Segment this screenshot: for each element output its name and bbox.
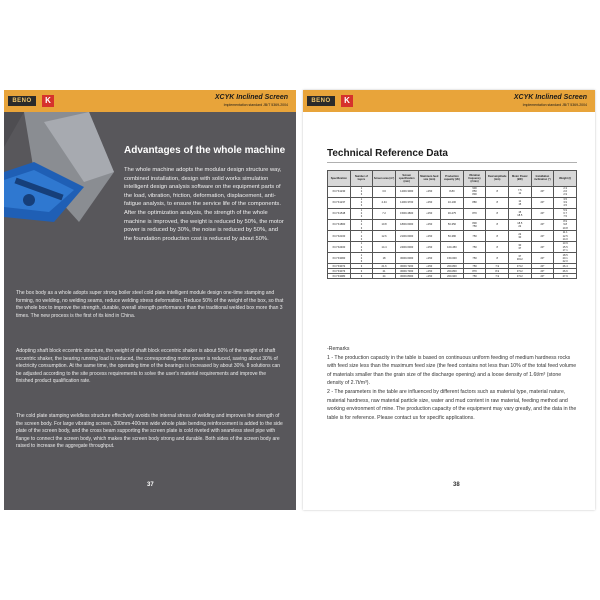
shaft-block-paragraph: Adopting shaft block eccentric structure, the weight of shaft block eccentric shaker is about 50% of the weight of shaft eccentric shaker, the bearing running load is reduced, the corresponding motor power is reduced, saving about 30% of electricity consumption. At the same time, the operating time of the bearings is increased by about 30%. 8 solutions can be adjusted according to the site process requirements to solve the user's material requirements and improve the finished product qualification rate. — [16, 348, 281, 385]
table-cell: XCYK2460 — [328, 242, 351, 253]
table-cell: XCYK2160 — [328, 231, 351, 242]
left-header — [4, 90, 296, 112]
table-header-cell: Installation inclination (°) — [531, 171, 554, 187]
table-cell: 8 — [486, 197, 509, 208]
table-cell: 200-900 — [441, 274, 464, 279]
right-heading: Technical Reference Data — [327, 148, 448, 159]
table-cell: XCYK3080 — [328, 274, 351, 279]
table-cell: 900 850 800 — [463, 186, 486, 197]
left-page — [4, 90, 296, 510]
table-header-cell: Specification — [328, 171, 351, 187]
intro-paragraph: The whole machine adopts the modular design structure way, combined installation, design with solid works simulation intelligent design analysis software on the equipment parts of the load, vibration, friction, deformation, displacement, anti-fatigue analysis, to ensure the service life of the components. After the optimization analysis, the strength of the whole machine is improved, the weight is reduced by 50%, the motor power is reduced by 30%, the noise is reduced by 50%, and the foundation production cost is reduced by about 50%. — [124, 167, 284, 242]
table-cell: 1 2 3 — [350, 186, 373, 197]
table-header-cell: Screen specification (mm) — [395, 171, 418, 187]
table-header-cell: Dual amplitude (mm) — [486, 171, 509, 187]
table-cell: XCYK3060 — [328, 253, 351, 264]
inclined-screen-machine-image — [4, 112, 124, 232]
table-row — [328, 197, 577, 208]
table-cell: 7.5 11 — [509, 186, 532, 197]
table-cell: 1200×3700 — [395, 197, 418, 208]
right-page — [303, 90, 595, 510]
table-header-cell: Motor Power (kW) — [509, 171, 532, 187]
k-logo-icon: K — [341, 95, 353, 107]
table-cell: 3000×6000 — [395, 253, 418, 264]
page-number-right: 38 — [453, 482, 460, 488]
table-cell: 3 — [350, 269, 373, 274]
brochure-spread — [0, 90, 600, 510]
table-cell: 15 18.5 — [509, 208, 532, 219]
table-cell: 8-80 — [441, 186, 464, 197]
table-cell: ≤150 — [418, 197, 441, 208]
table-cell: 37 30×2 — [509, 253, 532, 264]
table-cell: 7-9 — [486, 274, 509, 279]
header-subtitle: Implementation standard JB/T 5369-2004 — [223, 103, 288, 107]
table-cell: 21 — [373, 269, 396, 274]
table-cell: 1 2 3 — [350, 231, 373, 242]
table-cell: 750 — [463, 274, 486, 279]
header-title: XCYK Inclined Screen — [214, 94, 288, 101]
table-cell: 5.9 6.7 7.5 — [554, 208, 577, 219]
table-cell: 13.9 15.5 17.1 — [554, 242, 577, 253]
table-cell: 27.9 — [554, 274, 577, 279]
table-cell: 3 — [350, 274, 373, 279]
table-cell: 10-100 — [441, 197, 464, 208]
table-cell: ≤150 — [418, 253, 441, 264]
table-cell: 22 30 — [509, 231, 532, 242]
table-cell: ≤150 — [418, 219, 441, 230]
table-row — [328, 231, 577, 242]
table-cell: 750 — [463, 231, 486, 242]
header-subtitle: Implementation standard JB/T 5369-2004 — [522, 103, 587, 107]
table-cell: 8 — [486, 231, 509, 242]
table-cell: 4.44 — [373, 197, 396, 208]
table-cell: 7.2 — [373, 208, 396, 219]
table-cell: 11.1 12.5 14.0 — [554, 231, 577, 242]
table-cell: 37×2 — [509, 269, 532, 274]
table-cell: 3000×7200 — [395, 264, 418, 269]
table-cell: 2.3 2.6 2.9 — [554, 186, 577, 197]
table-cell: ≤150 — [418, 242, 441, 253]
remark-1: 1 - The production capacity in the table is based on continuous uniform feeding of medium hardness rocks with feed size less than the maximum feed size (the feed contains not less than 10% of the total feed volume of materials smaller than the grain size of the discharge opening) and a loose density of 1.6t/m³ (stone density of 2.7t/m³). — [327, 354, 577, 387]
table-cell: 1800×6000 — [395, 219, 418, 230]
table-cell: 870 — [463, 208, 486, 219]
table-cell: ≤150 — [418, 269, 441, 274]
table-cell: 20° — [531, 231, 554, 242]
brand-logo: BENO — [307, 96, 335, 106]
table-cell: 3 — [350, 264, 373, 269]
table-header-cell: Number of layers — [350, 171, 373, 187]
table-cell: 2100×6000 — [395, 231, 418, 242]
table-cell: 20° — [531, 219, 554, 230]
table-cell: 1200×3000 — [395, 186, 418, 197]
page-number-left: 37 — [147, 482, 154, 488]
table-cell: 18 — [373, 253, 396, 264]
table-cell: 12.6 — [373, 231, 396, 242]
table-cell: 26.4 — [554, 264, 577, 269]
k-logo-icon: K — [42, 95, 54, 107]
table-cell: 37×2 — [509, 264, 532, 269]
table-cell: XCYK3073 — [328, 269, 351, 274]
table-cell: 1 2 3 — [350, 253, 373, 264]
table-cell: 20° — [531, 197, 554, 208]
table-cell: 20° — [531, 208, 554, 219]
table-cell: 20° — [531, 264, 554, 269]
table-cell: 50-350 — [441, 219, 464, 230]
table-cell: 200-800 — [441, 269, 464, 274]
table-cell: 3.5 3.9 4.5 — [554, 197, 577, 208]
table-cell: 1 2 3 — [350, 242, 373, 253]
table-cell: 8 — [486, 219, 509, 230]
table-cell: XCYK3072 — [328, 264, 351, 269]
remarks-title: -Remarks — [327, 346, 350, 352]
right-header — [303, 90, 595, 112]
table-cell: 3000×8000 — [395, 274, 418, 279]
table-cell: 1500×4800 — [395, 208, 418, 219]
table-cell: 150-600 — [441, 253, 464, 264]
table-row — [328, 253, 577, 264]
table-cell: 3.6 — [373, 186, 396, 197]
table-cell: 1 2 3 — [350, 197, 373, 208]
table-row — [328, 208, 577, 219]
table-cell: 14.4 — [373, 242, 396, 253]
table-cell: 20° — [531, 269, 554, 274]
table-cell: 1 2 3 — [350, 208, 373, 219]
table-cell: 24 — [373, 274, 396, 279]
table-cell: 2400×6000 — [395, 242, 418, 253]
table-cell: 750 — [463, 253, 486, 264]
table-cell: XCYK1237 — [328, 197, 351, 208]
table-cell: 11 15 — [509, 197, 532, 208]
table-cell: XCYK1230 — [328, 186, 351, 197]
table-cell: 20° — [531, 253, 554, 264]
table-cell: 8 — [486, 253, 509, 264]
table-cell: 7-9 — [486, 264, 509, 269]
table-row — [328, 274, 577, 279]
table-cell: 8-9 — [486, 269, 509, 274]
table-cell: 18.5 22 — [509, 219, 532, 230]
table-cell: 20° — [531, 186, 554, 197]
table-header-cell: Weight (t) — [554, 171, 577, 187]
table-header-cell: Screen area (m²) — [373, 171, 396, 187]
table-cell: 30-275 — [441, 208, 464, 219]
table-cell: 880 — [463, 197, 486, 208]
table-cell: 20° — [531, 274, 554, 279]
header-title: XCYK Inclined Screen — [513, 94, 587, 101]
table-header-cell: Maximum feed size (mm) — [418, 171, 441, 187]
left-heading: Advantages of the whole machine — [124, 145, 286, 156]
remark-2: 2 - The parameters in the table are influenced by different factors such as material type, material nature, material hardness, raw material particle size, water and mud content in raw material, feeding method and working environment of mine. The production capacity of the equipment may vary greatly, and the data in the table is for reference. Please contact us for specific applications. — [327, 388, 577, 421]
table-cell: 8.9 9.8 10.8 — [554, 219, 577, 230]
table-cell: XCYK1548 — [328, 208, 351, 219]
table-cell: 750 — [463, 242, 486, 253]
table-cell: 800 750 — [463, 219, 486, 230]
table-header-cell: Vibration frequency (r/min) — [463, 171, 486, 187]
table-cell: 3000×7300 — [395, 269, 418, 274]
table-cell: 20° — [531, 242, 554, 253]
remarks-section — [327, 345, 579, 422]
table-header-cell: Production capacity (t/h) — [441, 171, 464, 187]
table-cell: 8 — [486, 208, 509, 219]
table-cell: ≤150 — [418, 186, 441, 197]
table-cell: 30 37 — [509, 242, 532, 253]
table-row — [328, 186, 577, 197]
table-cell: 100-450 — [441, 242, 464, 253]
table-cell: ≤150 — [418, 264, 441, 269]
brand-logo: BENO — [8, 96, 36, 106]
table-cell: 26.6 — [554, 269, 577, 274]
table-cell: 8 — [486, 186, 509, 197]
table-cell: 750 — [463, 264, 486, 269]
table-cell: 50-380 — [441, 231, 464, 242]
table-cell: 10.8 — [373, 219, 396, 230]
table-cell: 1 2 3 — [350, 219, 373, 230]
table-cell: 870 — [463, 269, 486, 274]
technical-data-table — [327, 170, 577, 279]
table-cell: ≤150 — [418, 231, 441, 242]
table-cell: XCYK1860 — [328, 219, 351, 230]
heading-divider — [327, 162, 577, 163]
table-cell: 8 — [486, 242, 509, 253]
table-cell: 21.6 — [373, 264, 396, 269]
table-cell: 37×2 — [509, 274, 532, 279]
table-cell: 200-800 — [441, 264, 464, 269]
box-body-paragraph: The box body as a whole adopts super strong boiler steel cold plate intelligent module design one-time stamping and forming, no welding, no welding seams, reduce welding stress deformation. Reduce 50% of the weight of the box, so that the whole box to improve the strength, durable, overall strength performance than the traditional welded box more than 3 times. The new process is the first of its kind in China. — [16, 290, 284, 319]
table-row — [328, 219, 577, 230]
table-cell: ≤150 — [418, 208, 441, 219]
table-row — [328, 242, 577, 253]
cold-plate-paragraph: The cold plate stamping weldless structure effectively avoids the internal stress of welding and improves the strength of the screen body. For large vibrating screen, 300mm-400mm wide whole plate bending reinforcement is added to the side plate of the screen body, and the cross beam supporting the screen plate is cold riveted with seamless steel pipe with flange to connect the screen body, which makes the screen body strong and durable. Both sides of the screen body are raised to increase the aggregate throughput. — [16, 413, 283, 450]
table-cell: ≤150 — [418, 274, 441, 279]
table-cell: 18.5 20.1 22.0 — [554, 253, 577, 264]
